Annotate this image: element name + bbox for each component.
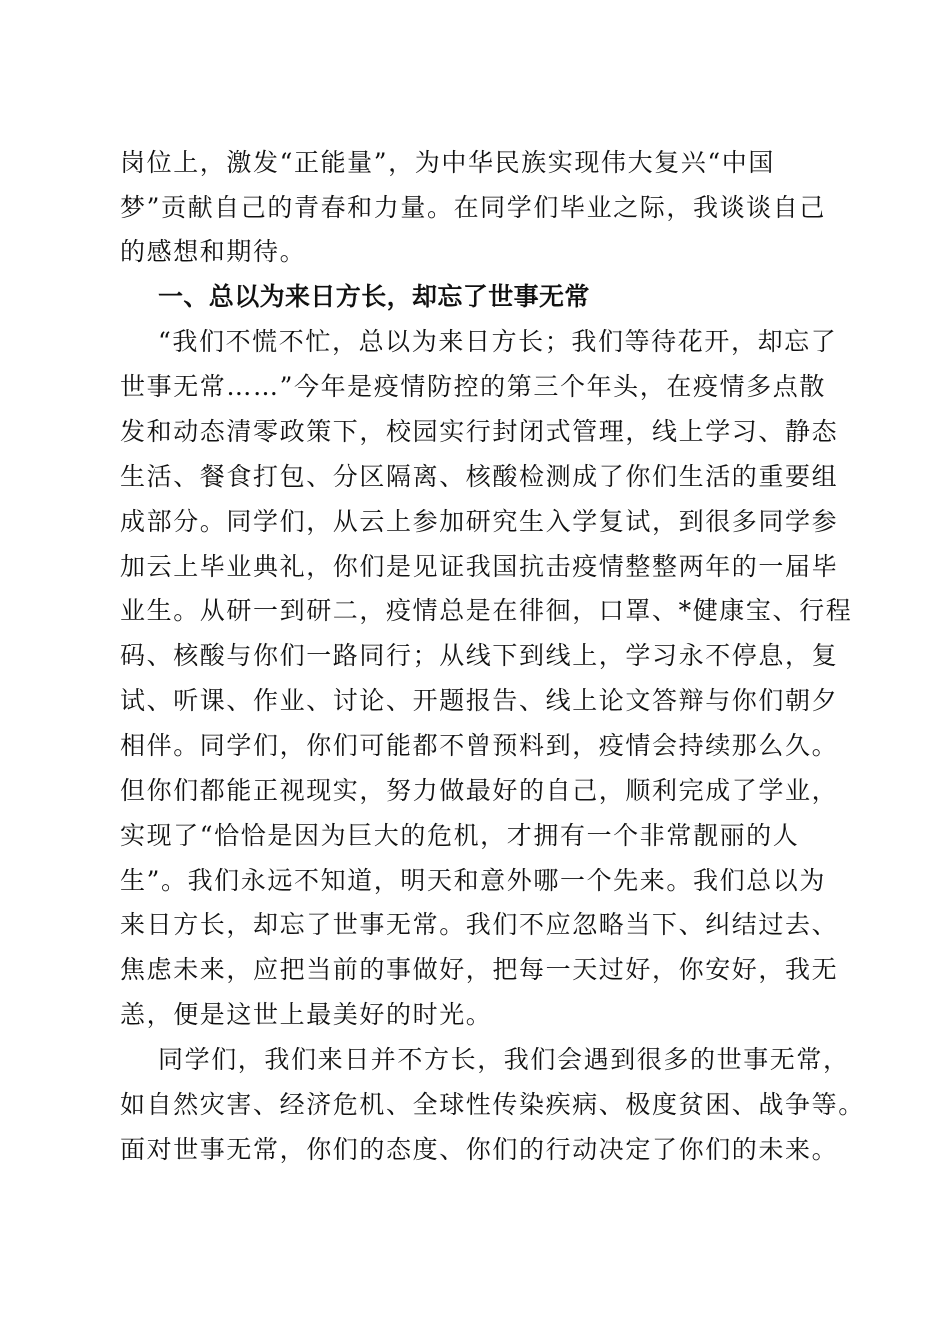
paragraph-line: 岗位上，激发“正能量”，为中华民族实现伟大复兴“中国: [120, 148, 775, 177]
paragraph-line: 实现了“恰恰是因为巨大的危机，才拥有一个非常靓丽的人: [120, 821, 800, 850]
paragraph-line: 但你们都能正视现实，努力做最好的自己，顺利完成了学业，: [120, 776, 839, 805]
paragraph-line: 发和动态清零政策下，校园实行封闭式管理，线上学习、静态: [120, 417, 839, 446]
paragraph-line: 生活、餐食打包、分区隔离、核酸检测成了你们生活的重要组: [120, 462, 839, 491]
paragraph-line: 加云上毕业典礼，你们是见证我国抗击疫情整整两年的一届毕: [120, 552, 839, 581]
paragraph-line: 面对世事无常，你们的态度、你们的行动决定了你们的未来。: [120, 1135, 839, 1164]
paragraph-line: 的感想和期待。: [120, 237, 307, 266]
section-heading: 一、总以为来日方长，却忘了世事无常: [158, 282, 590, 311]
paragraph-line: “我们不慌不忙，总以为来日方长；我们等待花开，却忘了: [158, 327, 838, 356]
paragraph-line: 来日方长，却忘了世事无常。我们不应忽略当下、纠结过去、: [120, 910, 839, 939]
paragraph-line: 成部分。同学们，从云上参加研究生入学复试，到很多同学参: [120, 507, 839, 536]
paragraph-line: 焦虑未来，应把当前的事做好，把每一天过好，你安好，我无: [120, 955, 839, 984]
paragraph-line: 生”。我们永远不知道，明天和意外哪一个先来。我们总以为: [120, 866, 826, 895]
paragraph-line: 业生。从研一到研二，疫情总是在徘徊，口罩、*健康宝、行程: [120, 596, 853, 625]
paragraph-line: 世事无常……”今年是疫情防控的第三个年头，在疫情多点散: [120, 372, 826, 401]
paragraph-line: 同学们，我们来日并不方长，我们会遇到很多的世事无常，: [158, 1045, 850, 1074]
paragraph-line: 试、听课、作业、讨论、开题报告、线上论文答辩与你们朝夕: [120, 686, 839, 715]
paragraph-line: 梦”贡献自己的青春和力量。在同学们毕业之际，我谈谈自己: [120, 193, 826, 222]
paragraph-line: 如自然灾害、经济危机、全球性传染疾病、极度贫困、战争等。: [120, 1090, 865, 1119]
paragraph-line: 码、核酸与你们一路同行；从线下到线上，学习永不停息，复: [120, 641, 839, 670]
paragraph-line: 恙，便是这世上最美好的时光。: [120, 1000, 493, 1029]
paragraph-line: 相伴。同学们，你们可能都不曾预料到，疫情会持续那么久。: [120, 731, 839, 760]
